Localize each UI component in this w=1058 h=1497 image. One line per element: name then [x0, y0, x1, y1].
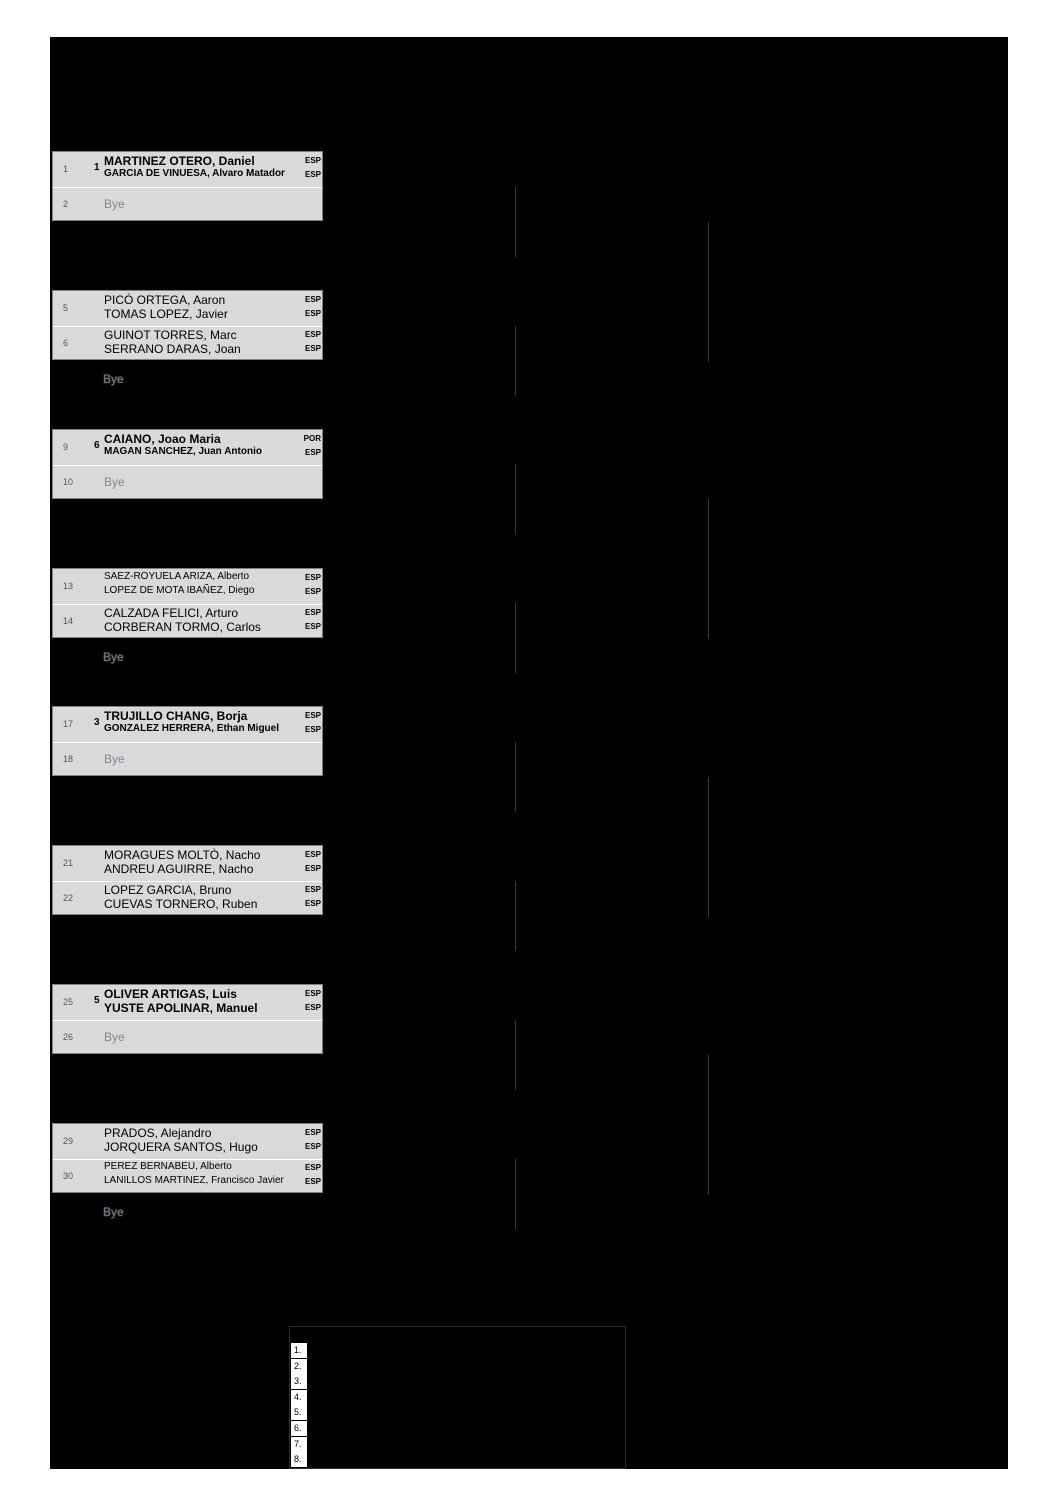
team-entry — [53, 1124, 324, 1159]
draw-position-number: 22 — [63, 892, 74, 903]
bracket-connector-line — [515, 603, 516, 673]
draw-group — [52, 429, 323, 499]
entry-divider — [53, 326, 322, 327]
legend-row-number: 7. — [291, 1437, 307, 1452]
player-nationality: ESP — [304, 329, 321, 339]
player-name: LANILLOS MARTINEZ, Francisco Javier — [104, 1174, 284, 1186]
entry-divider — [53, 881, 322, 882]
player-nationality: ESP — [304, 448, 321, 457]
bracket-connector-line — [708, 777, 709, 917]
draw-position-number: 21 — [63, 858, 74, 868]
draw-group — [52, 706, 323, 776]
bracket-connector-line — [515, 1020, 516, 1090]
entry-divider — [53, 465, 322, 466]
draw-position-number: 13 — [63, 581, 74, 591]
draw-group — [52, 151, 323, 221]
player-name: MARTINEZ OTERO, Daniel — [104, 154, 255, 168]
seed-legend-box — [289, 1326, 626, 1469]
player-nationality: ESP — [304, 621, 321, 631]
player-name: LOPEZ DE MOTA IBAÑEZ, Diego — [104, 585, 255, 596]
team-entry — [53, 846, 324, 881]
bye-label: Bye — [104, 474, 125, 489]
entry-divider — [53, 604, 322, 605]
legend-row-number: 5. — [291, 1405, 307, 1420]
legend-row-number: 6. — [291, 1421, 307, 1436]
player-nationality: ESP — [304, 989, 321, 998]
bye-entry — [53, 742, 324, 777]
draw-group — [52, 568, 323, 638]
player-name: SAEZ-ROYUELA ARIZA, Alberto — [104, 571, 250, 582]
bracket-connector-line — [515, 1159, 516, 1229]
draw-group — [52, 845, 323, 915]
draw-position-number: 9 — [63, 442, 69, 452]
player-nationality: ESP — [304, 864, 321, 873]
player-name: CALZADA FELICI, Arturo — [104, 605, 239, 620]
bracket-connector-line — [708, 1055, 709, 1195]
entry-divider — [53, 187, 322, 188]
player-nationality: ESP — [304, 156, 321, 165]
draw-position-number: 25 — [63, 997, 74, 1007]
bye-label: Bye — [103, 372, 124, 386]
team-entry — [53, 430, 324, 465]
draw-position-number: 2 — [63, 198, 69, 209]
bracket-connector-line — [515, 326, 516, 396]
draw-position-number: 26 — [63, 1031, 74, 1042]
player-name: TRUJILLO CHANG, Borja — [104, 709, 248, 723]
player-nationality: POR — [303, 434, 321, 443]
player-nationality: ESP — [304, 573, 321, 582]
player-name: YUSTE APOLINAR, Manuel — [104, 1001, 258, 1015]
legend-row-number: 3. — [291, 1374, 307, 1389]
legend-row-number: 2. — [291, 1359, 307, 1374]
team-entry — [53, 291, 324, 326]
draw-position-number: 14 — [63, 615, 74, 626]
entry-divider — [53, 1159, 322, 1160]
player-name: GUINOT TORRES, Marc — [104, 327, 237, 342]
bye-entry — [53, 465, 324, 500]
player-name: ANDREU AGUIRRE, Nacho — [104, 862, 254, 876]
bracket-connector-line — [515, 881, 516, 951]
draw-group — [52, 290, 323, 360]
team-entry — [53, 881, 324, 916]
player-name: CAIANO, Joao Maria — [104, 432, 221, 446]
player-nationality: ESP — [304, 1128, 321, 1137]
player-name: GARCIA DE VINUESA, Alvaro Matador — [104, 168, 285, 179]
legend-row-number: 4. — [291, 1390, 307, 1405]
player-nationality: ESP — [304, 884, 321, 894]
team-entry — [53, 707, 324, 742]
seed-number: 5 — [94, 995, 100, 1006]
player-nationality: ESP — [304, 295, 321, 304]
player-nationality: ESP — [304, 1176, 321, 1186]
draw-position-number: 5 — [63, 303, 69, 313]
player-nationality: ESP — [304, 607, 321, 617]
player-nationality: ESP — [304, 309, 321, 318]
player-name: JORQUERA SANTOS, Hugo — [104, 1140, 258, 1154]
player-nationality: ESP — [304, 898, 321, 908]
player-nationality: ESP — [304, 850, 321, 859]
player-nationality: ESP — [304, 1162, 321, 1172]
draw-position-number: 17 — [63, 719, 74, 729]
draw-position-number: 30 — [63, 1170, 74, 1181]
player-name: CUEVAS TORNERO, Ruben — [104, 896, 258, 911]
draw-group — [52, 1123, 323, 1193]
bye-label: Bye — [104, 196, 125, 211]
draw-position-number: 29 — [63, 1136, 74, 1146]
entry-divider — [53, 742, 322, 743]
bye-label: Bye — [103, 1205, 124, 1219]
player-name: MORAGUES MOLTÒ, Nacho — [104, 848, 261, 862]
team-entry — [53, 985, 324, 1020]
bracket-connector-line — [708, 222, 709, 362]
player-name: GONZALEZ HERRERA, Ethan Miguel — [104, 723, 279, 734]
team-entry — [53, 604, 324, 639]
player-nationality: ESP — [304, 587, 321, 596]
player-name: TOMAS LOPEZ, Javier — [104, 307, 228, 321]
player-name: PEREZ BERNABEU, Alberto — [104, 1160, 232, 1172]
draw-position-number: 10 — [63, 476, 74, 487]
draw-position-number: 6 — [63, 337, 69, 348]
player-name: CORBERAN TORMO, Carlos — [104, 619, 261, 634]
team-entry — [53, 152, 324, 187]
player-name: PICÓ ORTEGA, Aaron — [104, 293, 226, 307]
bye-entry — [53, 187, 324, 222]
bye-label: Bye — [103, 650, 124, 664]
bracket-connector-line — [708, 499, 709, 639]
legend-row-number: 8. — [291, 1452, 307, 1467]
seed-number: 3 — [94, 717, 100, 728]
bye-label: Bye — [104, 1029, 125, 1044]
player-name: MAGAN SANCHEZ, Juan Antonio — [104, 446, 262, 457]
draw-position-number: 18 — [63, 753, 74, 764]
team-entry — [53, 1159, 324, 1194]
player-nationality: ESP — [304, 1142, 321, 1151]
bye-entry — [53, 1020, 324, 1055]
draw-position-number: 1 — [63, 164, 69, 174]
draw-group — [52, 984, 323, 1054]
player-nationality: ESP — [304, 725, 321, 734]
player-nationality: ESP — [304, 170, 321, 179]
entry-divider — [53, 1020, 322, 1021]
seed-number: 6 — [94, 440, 100, 451]
player-name: PRADOS, Alejandro — [104, 1126, 212, 1140]
player-name: SERRANO DARAS, Joan — [104, 341, 241, 356]
team-entry — [53, 569, 324, 604]
player-name: LOPEZ GARCIA, Bruno — [104, 882, 232, 897]
player-name: OLIVER ARTIGAS, Luis — [104, 987, 237, 1001]
bracket-connector-line — [515, 742, 516, 812]
player-nationality: ESP — [304, 1003, 321, 1012]
seed-number: 1 — [94, 162, 100, 173]
bracket-connector-line — [515, 187, 516, 257]
player-nationality: ESP — [304, 343, 321, 353]
legend-row-number: 1. — [291, 1343, 307, 1358]
bye-label: Bye — [104, 751, 125, 766]
bracket-connector-line — [515, 464, 516, 534]
team-entry — [53, 326, 324, 361]
player-nationality: ESP — [304, 711, 321, 720]
